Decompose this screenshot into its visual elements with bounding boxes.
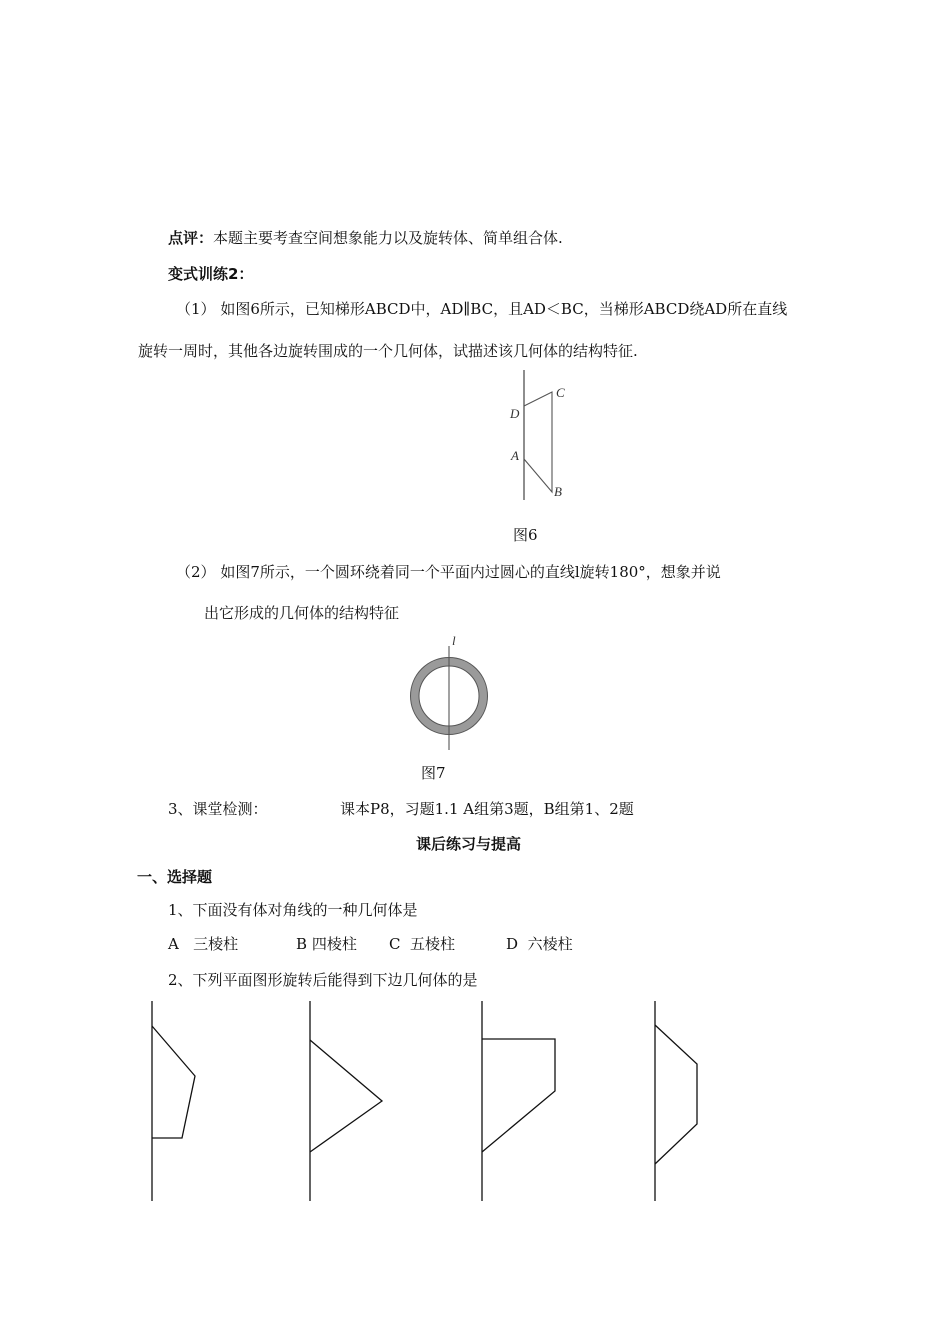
option-d-text: 六棱柱 [527, 935, 573, 953]
shape-option-1 [152, 1001, 195, 1201]
q1-line2: 旋转一周时，其他各边旋转围成的一个几何体，试描述该几何体的结构特征. [138, 342, 638, 360]
shape-option-2 [310, 1001, 382, 1201]
trapezoid-shape [524, 392, 552, 492]
mc1-option-a [168, 934, 238, 954]
review-label: 点评： [168, 229, 214, 247]
q1-number: （1） [176, 300, 216, 318]
label-d: D [510, 406, 520, 421]
check-label: 3、课堂检测： [168, 800, 268, 818]
option-c-letter: C [389, 935, 401, 953]
section-choice-title: 一、选择题 [137, 868, 213, 886]
mc1-question: 1、下面没有体对角线的一种几何体是 [168, 901, 418, 919]
q1-line1 [176, 299, 787, 319]
after-class-title: 课后练习与提高 [416, 835, 522, 853]
shape-option-4 [655, 1001, 697, 1201]
q1-text-1: 如图6所示，已知梯形ABCD中，AD∥BC，且AD＜BC，当梯形ABCD绕AD所在直线 [220, 300, 788, 318]
review-line [168, 228, 563, 248]
q2-line2: 出它形成的几何体的结构特征 [204, 604, 400, 622]
fig7-caption: 图7 [421, 764, 446, 782]
q2-line1 [176, 562, 721, 582]
q2-number: （2） [176, 563, 216, 581]
variant-title: 变式训练2： [168, 265, 254, 283]
check-text: 课本P8，习题1.1 A组第3题，B组第1、2题 [340, 800, 634, 818]
option-b-text: 四棱柱 [311, 935, 357, 953]
shape-option-3 [482, 1001, 555, 1201]
option-a-text: 三棱柱 [193, 935, 239, 953]
fig6-caption: 图6 [513, 526, 538, 544]
mc1-option-c [389, 934, 455, 954]
review-text: 本题主要考查空间想象能力以及旋转体、简单组合体. [213, 229, 563, 247]
option-b-letter: B [296, 935, 308, 953]
label-b: B [554, 484, 562, 499]
label-c: C [556, 385, 565, 400]
option-d-letter: D [506, 935, 519, 953]
figure-7-ring [400, 632, 500, 754]
mc1-option-d [506, 934, 573, 954]
option-a-letter: A [168, 935, 179, 953]
label-a: A [511, 448, 519, 463]
mc1-option-b [296, 934, 357, 954]
mc2-figures [140, 998, 740, 1204]
figure-6-trapezoid [500, 368, 580, 503]
axis-label-l: l [452, 633, 456, 648]
option-c-text: 五棱柱 [410, 935, 456, 953]
q2-text-1: 如图7所示，一个圆环绕着同一个平面内过圆心的直线l旋转180°，想象并说 [220, 563, 721, 581]
mc2-question: 2、下列平面图形旋转后能得到下边几何体的是 [168, 971, 478, 989]
